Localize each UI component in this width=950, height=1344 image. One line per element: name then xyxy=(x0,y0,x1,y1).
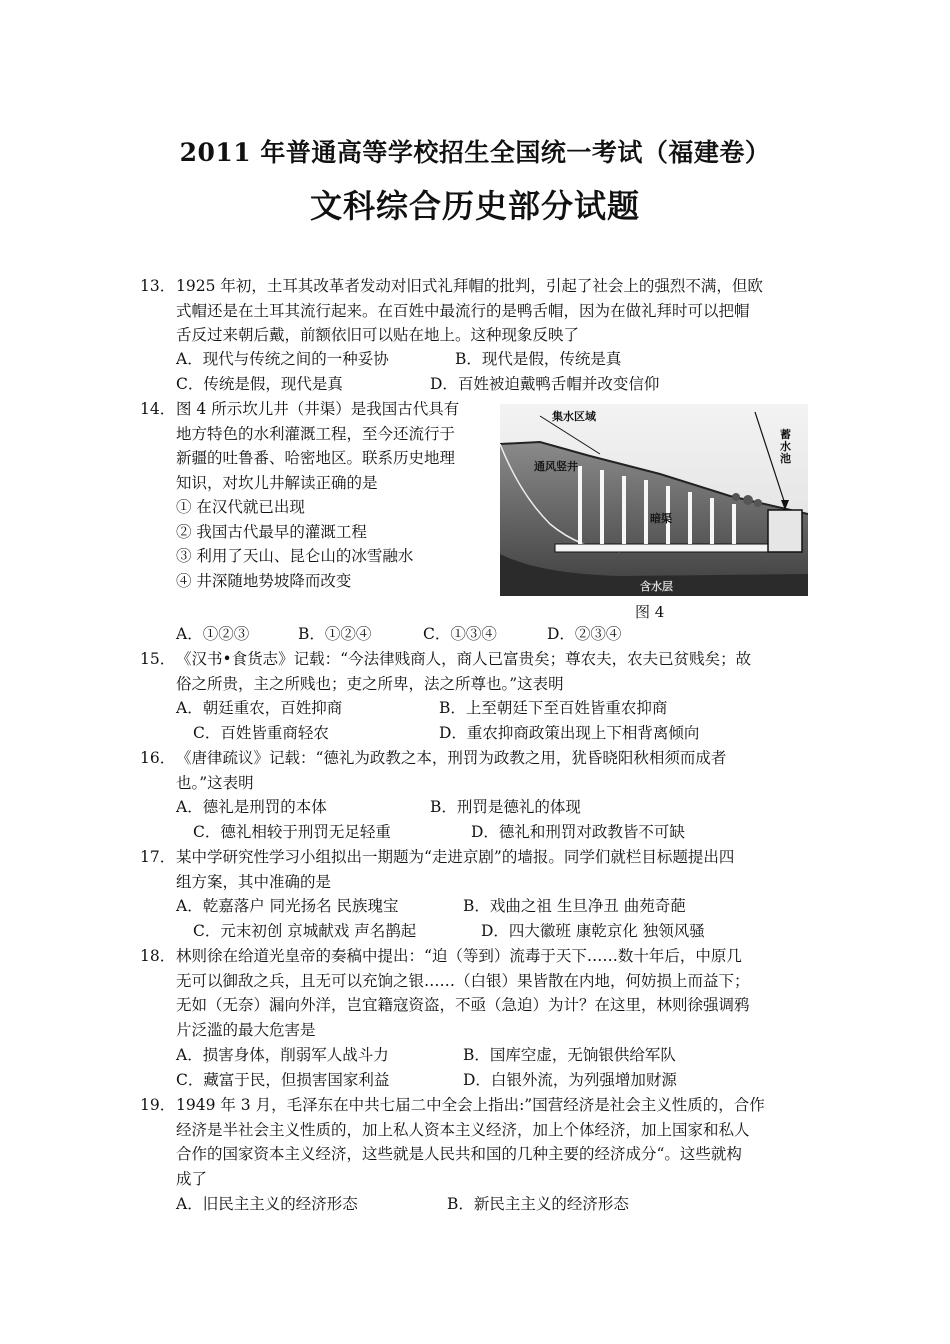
question-text: 经济是半社会主义性质的，加上私人资本主义经济，加上个体经济，加上国家和私人 xyxy=(176,1120,750,1139)
option-d: D．四大徽班 康乾京化 独领风骚 xyxy=(481,922,705,940)
question-13 xyxy=(140,274,810,348)
question-text: 俗之所贵，主之所贱也；吏之所卑，法之所尊也。”这表明 xyxy=(176,674,564,693)
question-18 xyxy=(140,944,810,1042)
question-text: 知识，对坎儿井解读正确的是 xyxy=(176,473,378,492)
label-shaft: 通风竖井 xyxy=(534,460,578,473)
statement-4: ④ 井深随地势坡降而改变 xyxy=(176,571,352,590)
question-number: 19． xyxy=(140,1096,176,1114)
question-text: 图 4 所示坎儿井（井渠）是我国古代具有 xyxy=(176,400,460,418)
option-b: B．上至朝廷下至百姓皆重农抑商 xyxy=(439,699,668,717)
question-14 xyxy=(140,397,500,593)
question-number: 17． xyxy=(140,848,176,866)
label-pool-1: 蓄水池 xyxy=(780,428,791,465)
question-text: 式帽还是在土耳其流行起来。在百姓中最流行的是鸭舌帽，因为在做礼拜时可以把帽 xyxy=(176,301,750,320)
statement-2: ② 我国古代最早的灌溉工程 xyxy=(176,522,367,541)
option-a: A．乾嘉落户 同光扬名 民族瑰宝 xyxy=(176,897,399,915)
option-a: A．①②③ xyxy=(176,625,250,643)
question-number: 16． xyxy=(140,749,176,767)
tree xyxy=(743,495,753,505)
option-c: C．元末初创 京城献戏 声名鹊起 xyxy=(193,922,417,940)
figure-caption: 图 4 xyxy=(635,603,665,621)
question-text: 无如（无奈）漏向外洋，岂宜籍寇资盗，不亟（急迫）为计？在这里，林则徐强调鸦 xyxy=(176,996,750,1014)
question-text: 林则徐在给道光皇帝的奏稿中提出：“迫（等到）流毒于天下……数十年后，中原几 xyxy=(176,947,742,965)
question-text: 成了 xyxy=(176,1169,208,1188)
question-17 xyxy=(140,845,810,894)
question-text: 某中学研究性学习小组拟出一期题为“走进京剧”的墙报。同学们就栏目标题提出四 xyxy=(176,848,735,866)
question-text: 组方案，其中准确的是 xyxy=(176,872,332,891)
question-text: 1949 年 3 月，毛泽东在中共七届二中全会上指出:”国营经济是社会主义性质的，合作 xyxy=(176,1096,765,1114)
question-15 xyxy=(140,647,810,696)
statement-1: ① 在汉代就已出现 xyxy=(176,498,305,516)
tree xyxy=(754,499,762,507)
option-b: B．刑罚是德礼的体现 xyxy=(430,798,581,816)
storage-pool xyxy=(768,510,802,552)
option-b: B．戏曲之祖 生旦净丑 曲苑奇葩 xyxy=(463,897,686,915)
exam-title: 2011 年普通高等学校招生全国统一考试（福建卷） xyxy=(179,138,771,167)
question-number: 13． xyxy=(140,277,176,295)
question-number: 14． xyxy=(140,400,176,418)
label-aquifer: 含水层 xyxy=(640,580,673,593)
tree xyxy=(732,493,740,501)
question-19 xyxy=(140,1093,810,1191)
question-text: 合作的国家资本主义经济，这些就是人民共和国的几种主要的经济成分“。这些就构 xyxy=(176,1145,742,1163)
question-text: 也。”这表明 xyxy=(176,773,254,792)
question-number: 15． xyxy=(140,650,176,668)
label-channel: 暗渠 xyxy=(650,512,672,525)
option-c: C．藏富于民，但损害国家利益 xyxy=(176,1071,390,1089)
question-text: 舌反过来朝后戴，前额依旧可以贴在地上。这种现象反映了 xyxy=(176,326,580,344)
option-a: A．损害身体，削弱军人战斗力 xyxy=(176,1046,389,1064)
question-text: 片泛滥的最大危害是 xyxy=(176,1020,316,1039)
question-16 xyxy=(140,746,810,795)
option-d: D．白银外流，为列强增加财源 xyxy=(463,1071,677,1089)
question-number: 18． xyxy=(140,947,176,965)
exam-subtitle: 文科综合历史部分试题 xyxy=(309,187,640,225)
question-text: 无可以御敌之兵，且无可以充饷之银……（白银）果皆散在内地，何妨损上而益下； xyxy=(176,971,750,990)
statement-3: ③ 利用了天山、昆仑山的冰雪融水 xyxy=(176,547,414,565)
option-d: D．重农抑商政策出现上下相背离倾向 xyxy=(439,724,700,742)
option-b: B．新民主主义的经济形态 xyxy=(447,1195,629,1213)
option-b: B．国库空虚，无饷银供给军队 xyxy=(463,1046,676,1064)
option-c: C．德礼相较于刑罚无足轻重 xyxy=(193,823,391,841)
option-d: D．百姓被迫戴鸭舌帽并改变信仰 xyxy=(430,375,660,393)
option-a: A．德礼是刑罚的本体 xyxy=(176,798,327,816)
option-c: C．传统是假，现代是真 xyxy=(176,375,343,393)
label-catchment: 集水区域 xyxy=(552,410,596,423)
question-text: 《汉书•食货志》记载：“今法律贱商人，商人已富贵矣；尊农夫，农夫已贫贱矣；故 xyxy=(176,650,752,668)
question-text: 1925 年初，土耳其改革者发动对旧式礼拜帽的批判，引起了社会上的强烈不满，但欧 xyxy=(176,277,763,295)
option-a: A．旧民主主义的经济形态 xyxy=(176,1195,358,1213)
option-c: C．百姓皆重商轻农 xyxy=(193,724,329,742)
option-b: B．现代是假，传统是真 xyxy=(455,350,622,368)
karez-figure xyxy=(500,404,808,596)
option-d: D．②③④ xyxy=(547,625,622,643)
question-text: 新疆的吐鲁番、哈密地区。联系历史地理 xyxy=(176,449,456,467)
question-text: 地方特色的水利灌溉工程，至今还流行于 xyxy=(176,424,456,443)
underground-channel xyxy=(555,544,795,552)
question-text: 《唐律疏议》记载：“德礼为政教之本，刑罚为政教之用，犹昏晓阳秋相须而成者 xyxy=(176,749,727,767)
option-a: A．现代与传统之间的一种妥协 xyxy=(176,350,389,368)
option-a: A．朝廷重农，百姓抑商 xyxy=(176,699,343,717)
option-b: B．①②④ xyxy=(298,625,372,643)
option-c: C．①③④ xyxy=(423,625,497,643)
option-d: D．德礼和刑罚对政教皆不可缺 xyxy=(471,823,685,841)
